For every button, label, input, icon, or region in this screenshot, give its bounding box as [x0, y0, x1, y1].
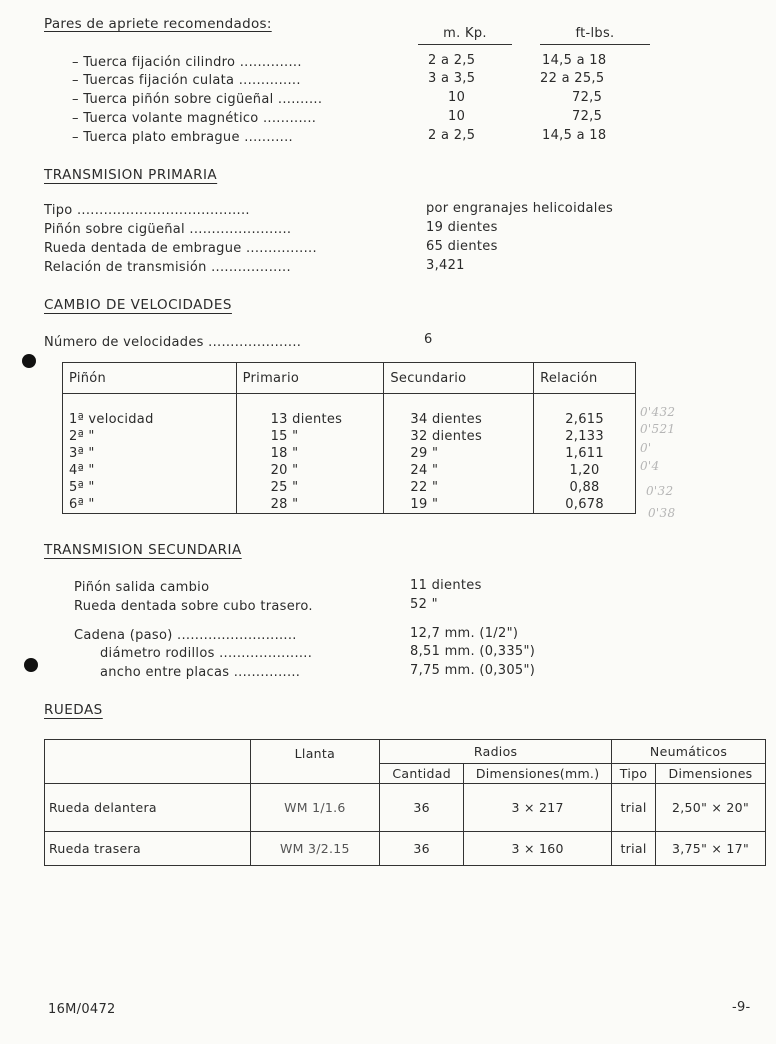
- wheel-tyre-dim: 3,75" × 17": [656, 832, 766, 866]
- page-number: -9-: [732, 1000, 751, 1015]
- spec-label: Piñón salida cambio: [74, 580, 210, 595]
- primary-cell: 13 dientes: [236, 411, 384, 428]
- torque-label: – Tuerca plato embrague ...........: [72, 130, 293, 145]
- torque-title-text: Pares de apriete recomendados:: [44, 16, 272, 32]
- torque-ft: 72,5: [572, 90, 603, 105]
- ratio-cell: 2,615: [534, 411, 636, 428]
- primary-cell: 15 ": [236, 428, 384, 445]
- col-header-ftlbs: ft-lbs.: [540, 26, 650, 45]
- spec-value: 11 dientes: [410, 578, 482, 593]
- table-row: [63, 428, 636, 445]
- binder-hole: [24, 658, 38, 672]
- spec-value: 7,75 mm. (0,305"): [410, 663, 536, 678]
- subheader-type: Tipo: [612, 764, 656, 784]
- gearbox-title: CAMBIO DE VELOCIDADES: [44, 297, 232, 313]
- spec-label: Tipo .......................................: [44, 203, 250, 218]
- spec-value: 19 dientes: [426, 220, 498, 235]
- ratio-cell: 1,611: [534, 445, 636, 462]
- header-rim: Llanta: [250, 740, 380, 784]
- header-secondary: Secundario: [384, 363, 534, 394]
- table-row: [63, 496, 636, 514]
- torque-label: – Tuercas fijación culata ..............: [72, 73, 301, 88]
- spec-label: Rueda dentada de embrague ................: [44, 241, 317, 256]
- primary-cell: 18 ": [236, 445, 384, 462]
- gear-cell: 6ª ": [63, 496, 237, 514]
- wheel-spoke-dim: 3 × 217: [464, 784, 612, 832]
- ratio-cell: 0,88: [534, 479, 636, 496]
- table-row: [63, 479, 636, 496]
- table-row: [63, 411, 636, 428]
- wheel-qty: 36: [380, 784, 464, 832]
- spec-value: 8,51 mm. (0,335"): [410, 644, 536, 659]
- torque-label: – Tuerca fijación cilindro ..............: [72, 55, 302, 70]
- secondary-title: TRANSMISION SECUNDARIA: [44, 542, 242, 558]
- wheel-tyre-type: trial: [612, 832, 656, 866]
- primary-cell: 20 ": [236, 462, 384, 479]
- wheel-tyre-dim: 2,50" × 20": [656, 784, 766, 832]
- header-spokes: Radios: [380, 740, 612, 764]
- subheader-tyre-dim: Dimensiones: [656, 764, 766, 784]
- torque-ft: 14,5 a 18: [542, 128, 607, 143]
- header-tyres: Neumáticos: [612, 740, 766, 764]
- torque-kp: 2 a 2,5: [428, 53, 476, 68]
- spec-label: ancho entre placas ...............: [100, 665, 301, 680]
- pencil-note: 0'521: [640, 422, 676, 436]
- wheel-rim: WM 3/2.15: [250, 832, 380, 866]
- gear-table: [62, 362, 636, 514]
- spec-label: Piñón sobre cigüeñal .......................: [44, 222, 292, 237]
- wheel-spoke-dim: 3 × 160: [464, 832, 612, 866]
- table-row: [63, 462, 636, 479]
- torque-kp: 10: [448, 90, 466, 105]
- binder-hole: [22, 354, 36, 368]
- torque-kp: 3 a 3,5: [428, 71, 476, 86]
- header-ratio: Relación: [534, 363, 636, 394]
- wheel-tyre-type: trial: [612, 784, 656, 832]
- gear-cell: 3ª ": [63, 445, 237, 462]
- gear-cell: 1ª velocidad: [63, 411, 237, 428]
- header-primary: Primario: [236, 363, 384, 394]
- secondary-cell: 22 ": [384, 479, 534, 496]
- primary-title: TRANSMISION PRIMARIA: [44, 167, 218, 183]
- wheel-rim: WM 1/1.6: [250, 784, 380, 832]
- wheel-qty: 36: [380, 832, 464, 866]
- spec-value: 65 dientes: [426, 239, 498, 254]
- secondary-cell: 19 ": [384, 496, 534, 514]
- table-row: [45, 784, 766, 832]
- gear-table-header: [63, 363, 636, 394]
- secondary-cell: 34 dientes: [384, 411, 534, 428]
- torque-label: – Tuerca volante magnético ............: [72, 111, 317, 126]
- torque-ft: 22 a 25,5: [540, 71, 605, 86]
- ratio-cell: 1,20: [534, 462, 636, 479]
- table-row: [63, 445, 636, 462]
- spec-label: Relación de transmisión ..................: [44, 260, 291, 275]
- subheader-spoke-dim: Dimensiones(mm.): [464, 764, 612, 784]
- gear-cell: 5ª ": [63, 479, 237, 496]
- speeds-label: Número de velocidades .....................: [44, 335, 302, 350]
- spec-value: 52 ": [410, 597, 438, 612]
- spec-label: Cadena (paso) ...........................: [74, 628, 297, 643]
- header-pinion: Piñón: [63, 363, 237, 394]
- wheels-title: RUEDAS: [44, 702, 103, 718]
- primary-cell: 28 ": [236, 496, 384, 514]
- pencil-note: 0'32: [646, 484, 674, 498]
- pencil-note: 0'4: [640, 459, 660, 473]
- gear-cell: 4ª ": [63, 462, 237, 479]
- pencil-note: 0'432: [640, 405, 676, 419]
- ratio-cell: 0,678: [534, 496, 636, 514]
- secondary-cell: 24 ": [384, 462, 534, 479]
- secondary-cell: 29 ": [384, 445, 534, 462]
- spec-label: diámetro rodillos .....................: [100, 646, 313, 661]
- pencil-note: 0': [640, 441, 652, 455]
- torque-kp: 2 a 2,5: [428, 128, 476, 143]
- spec-value: por engranajes helicoidales: [426, 201, 614, 216]
- primary-cell: 25 ": [236, 479, 384, 496]
- secondary-cell: 32 dientes: [384, 428, 534, 445]
- document-code: 16M/0472: [48, 1002, 116, 1017]
- spec-value: 3,421: [426, 258, 465, 273]
- spec-value: 12,7 mm. (1/2"): [410, 626, 519, 641]
- subheader-qty: Cantidad: [380, 764, 464, 784]
- wheels-table: [44, 739, 766, 866]
- pencil-note: 0'38: [648, 506, 676, 520]
- torque-ft: 14,5 a 18: [542, 53, 607, 68]
- torque-ft: 72,5: [572, 109, 603, 124]
- wheel-name: Rueda delantera: [45, 784, 251, 832]
- torque-label: – Tuerca piñón sobre cigüeñal ..........: [72, 92, 323, 107]
- speeds-value: 6: [424, 332, 433, 347]
- wheels-header: [45, 740, 766, 764]
- col-header-kp: m. Kp.: [418, 26, 512, 45]
- gear-cell: 2ª ": [63, 428, 237, 445]
- wheel-name: Rueda trasera: [45, 832, 251, 866]
- ratio-cell: 2,133: [534, 428, 636, 445]
- table-row: [45, 832, 766, 866]
- torque-kp: 10: [448, 109, 466, 124]
- spec-label: Rueda dentada sobre cubo trasero.: [74, 599, 313, 614]
